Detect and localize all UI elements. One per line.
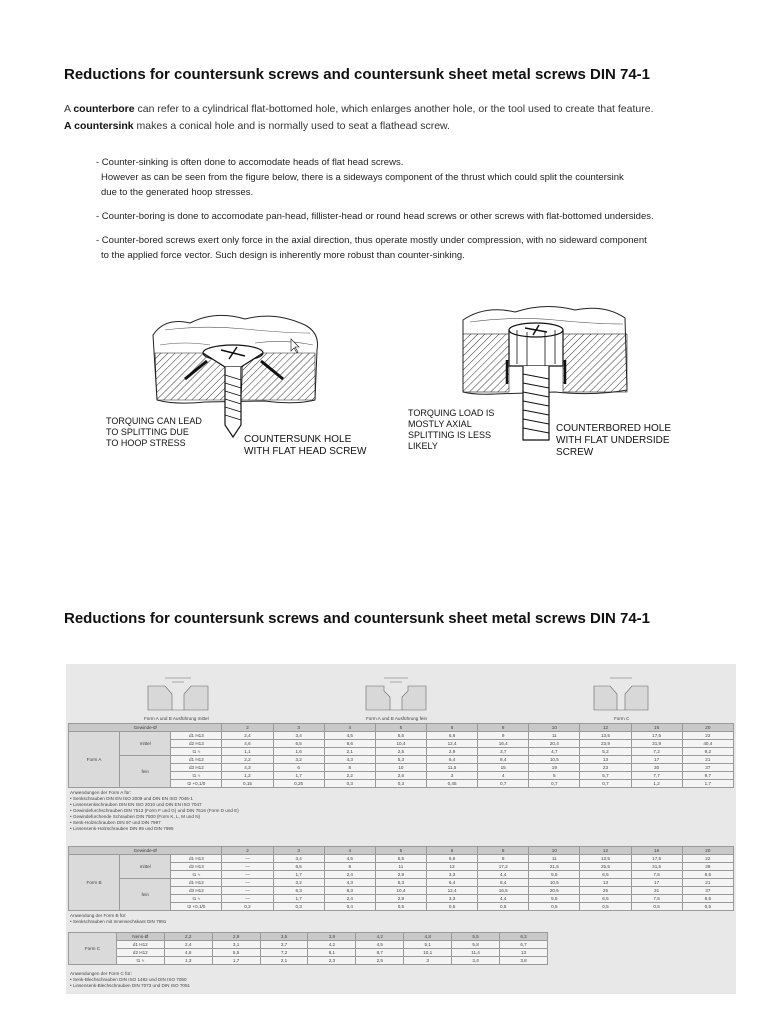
table-cell: d3 H12 [171,887,222,895]
table-cell: 6,5 [273,863,324,871]
table-cell: 10,5 [529,756,580,764]
table-cell: Form A [69,732,120,788]
table-cell: 16,4 [478,740,529,748]
table-cell: 3,2 [273,879,324,887]
table-cell: 5,3 [375,756,426,764]
table-cell: 2,5 [375,748,426,756]
bullet-countersinking [96,155,716,200]
table-cell: mittel [120,855,171,879]
table-cell: t2 +0,1/0 [171,903,222,911]
table-cell: 10,4 [375,887,426,895]
table-cell: 31,9 [631,740,682,748]
bullet-line: - Counter-sinking is often done to accomodate heads of flat head screws. [96,157,404,168]
table-cell: 6,6 [426,855,477,863]
table-cell: 17,5 [631,732,682,740]
table-cell: 0,15 [222,780,273,788]
table-cell: 25,5 [580,863,631,871]
table-cell: mittel [120,732,171,756]
note-line: • Senkschrauben mit Innensechskant DIN 7991 [70,919,167,924]
table-cell: 11,4 [452,949,500,957]
table-cell: 2,6 [375,772,426,780]
table-cell: 2,1 [324,748,375,756]
table-cell: 3,7 [478,748,529,756]
table-cell: t1 ≈ [171,748,222,756]
table-cell: — [222,879,273,887]
table-cell: 13 [580,879,631,887]
table-cell: 1,7 [682,780,733,788]
table-cell: 6,3 [273,887,324,895]
table-cell: 1,2 [631,780,682,788]
table-cell: 0,5 [631,903,682,911]
table-cell: d1 H12 [171,756,222,764]
bullet-list [96,155,716,272]
table-cell: 15 [478,764,529,772]
table-cell: 7,5 [631,871,682,879]
bullet-line: - Counter-boring is done to accomodate pan-head, fillister-head or round head screws or other screws with flat-bottomed undersides. [96,211,654,222]
bullet-line: - Counter-bored screws exert only force in the axial direction, thus operate mostly under compression, with no sideward component [96,235,647,246]
table-cell: 9,7 [682,772,733,780]
table-cell: 20,5 [529,887,580,895]
table-cell: 10 [375,764,426,772]
table-cell: 23,9 [580,740,631,748]
table-cell: 7,2 [631,748,682,756]
note-line: • Senk-Blechschrauben DIN ISO 1482 und DIN ISO 7050 [70,977,187,982]
table-cell: 37 [682,764,733,772]
table-cell: 13 [580,756,631,764]
table-cell: 3 [426,772,477,780]
table-cell: 31 [631,887,682,895]
table-cell: 3 [404,957,452,965]
table-cell: 8,4 [478,756,529,764]
table-cell: — [222,871,273,879]
table-cell: 6 [273,764,324,772]
table-cell: 2,5 [356,957,404,965]
table-cell: 17,5 [631,855,682,863]
table-cell: 8,1 [308,949,356,957]
table-cell: t2 +0,1/0 [171,780,222,788]
note-line: • Gewindefurchschrauben DIN 7513 (Form F und G) und DIN 7516 (Form D und E) [70,808,239,813]
table-cell: 1,7 [273,772,324,780]
table-cell: 2,1 [260,957,308,965]
table-cell: 0,5 [580,903,631,911]
form-c-table [68,932,548,965]
table-cell: 4 [478,772,529,780]
table-header-row [69,724,734,732]
note-line: • Linsensenk-Holzschrauben DIN 95 und DIN 7995 [70,826,174,831]
header-cell: 2 [222,847,273,855]
table-cell: 7,5 [631,895,682,903]
table-cell: 10,4 [375,740,426,748]
table-cell: Form C [69,933,117,965]
table-cell: 17 [631,756,682,764]
note-line: • Gewindefurchende Schrauben DIN 7500 (Form K, L, M und N) [70,814,201,819]
table-cell: 8,3 [324,887,375,895]
table-cell: 5,5 [529,871,580,879]
table-cell: 0,7 [580,780,631,788]
left-figure-caption-countersunk-hole: COUNTERSUNK HOLE WITH FLAT HEAD SCREW [244,434,367,457]
table-cell: 4,3 [324,879,375,887]
table-row [69,933,548,941]
table-cell: 19 [529,764,580,772]
note-line: Anwendungen der Form C für: [70,971,132,976]
table-cell: 5 [529,772,580,780]
table-cell: 21,5 [529,863,580,871]
table-cell: 5,3 [375,879,426,887]
table-cell: 8 [324,764,375,772]
table-cell: 2,9 [375,871,426,879]
table-cell: 25 [580,887,631,895]
form-b-notes [70,913,166,925]
header-cell: 20 [682,847,733,855]
table-cell: 4,6 [164,949,212,957]
table-cell: 9 [324,863,375,871]
header-cell: 3 [273,847,324,855]
bullet-line: due to the generated hoop stresses. [101,187,254,198]
table-cell: 7,2 [260,949,308,957]
header-cell: 20 [682,724,733,732]
header-cell: 16 [631,847,682,855]
table-cell: 8,6 [324,740,375,748]
table-cell: 37 [682,887,733,895]
table-cell: 6,6 [426,732,477,740]
table-cell: 5,1 [404,941,452,949]
header-cell: 16 [631,724,682,732]
form-b-label: Form A und B Ausführung fein [366,716,428,721]
table-cell: 4,7 [529,748,580,756]
table-cell: 5,5 [452,933,500,941]
intro-line2-rest: makes a conical hole and is normally used to seat a flathead screw. [133,120,450,132]
table-cell: 4,2 [356,933,404,941]
table-cell: 0,25 [273,780,324,788]
table-cell: 3,4 [452,957,500,965]
table-cell: 0,5 [682,903,733,911]
table-cell: 0,5 [375,903,426,911]
table-cell: 1,2 [222,772,273,780]
table-cell: 2,3 [308,957,356,965]
table-cell: 2,4 [324,871,375,879]
table-cell: 10,1 [404,949,452,957]
table-cell: 3,1 [212,941,260,949]
table-cell: 3,2 [273,756,324,764]
header-cell: 12 [580,724,631,732]
table-cell: d3 H12 [171,764,222,772]
table-cell: — [222,895,273,903]
table-cell: 4,5 [356,941,404,949]
table-cell: d1 H13 [171,855,222,863]
table-cell: 1,6 [273,748,324,756]
table-cell: 4,4 [478,895,529,903]
table-cell: 6,5 [273,740,324,748]
table-cell: 13,5 [580,855,631,863]
table-cell: 2,4 [324,895,375,903]
form-c-diagram [594,678,648,710]
table-cell: 1,3 [164,957,212,965]
table-cell: 2,9 [426,748,477,756]
form-a-table [68,723,734,788]
note-line: • Linsensenk-Blechschrauben DIN 7073 und DIN ISO 7051 [70,983,191,988]
table-cell: 0,4 [324,903,375,911]
table-cell: 17 [631,879,682,887]
table-cell: 21 [682,879,733,887]
table-cell: t1 ≈ [171,895,222,903]
table-cell: 40,4 [682,740,733,748]
table-cell: 13 [500,949,548,957]
table-cell: 0,3 [273,903,324,911]
bullet-line: However as can be seen from the figure below, there is a sideways component of the thrust which could split the countersink [101,172,624,183]
table-cell: 9 [478,732,529,740]
bullet-counterboring [96,209,716,224]
table-cell: 10,5 [529,879,580,887]
table-cell: 1,7 [212,957,260,965]
table-cell: 6,5 [580,871,631,879]
table-cell: 3,4 [273,855,324,863]
table-cell: d2 H13 [171,740,222,748]
table-cell: 2,9 [375,895,426,903]
form-diagrams [66,664,736,724]
form-b-diagram [366,678,426,710]
table-row [69,941,548,949]
header-cell: 3 [273,724,324,732]
form-c-notes [70,971,190,989]
table-cell: 3,7 [260,941,308,949]
table-cell: 23 [580,764,631,772]
table-cell: 4,3 [222,764,273,772]
note-line: Anwendungen der Form A für: [70,790,132,795]
table-cell: d2 H12 [116,949,164,957]
table-cell: 4,8 [404,933,452,941]
form-a-label: Form A und B Ausführung mittel [144,716,209,721]
table-cell: 4,5 [324,855,375,863]
table-cell: 5,8 [452,941,500,949]
table-cell: 22 [682,855,733,863]
table-cell: 2,2 [164,933,212,941]
intro-text [64,101,724,135]
table-cell: 5,5 [529,895,580,903]
table-cell: 5,5 [212,949,260,957]
table-cell: 11 [529,855,580,863]
header-cell: 6 [426,724,477,732]
table-cell: 11 [375,863,426,871]
table-cell: 4,3 [324,756,375,764]
right-figure-caption-counterbored-hole: COUNTERBORED HOLE WITH FLAT UNDERSIDE SCREW [556,423,672,458]
table-cell: 4,2 [308,941,356,949]
note-line: • Senk-Holzschrauben DIN 97 und DIN 7997 [70,820,161,825]
note-line: Anwendung der Form B für: [70,913,127,918]
table-cell: 1,7 [273,895,324,903]
page-title: Reductions for countersunk screws and countersunk sheet metal screws DIN 74-1 [64,66,651,83]
header-cell: 6 [426,847,477,855]
table-cell: 2,9 [212,933,260,941]
table-cell: 0,5 [478,903,529,911]
table-row [69,732,734,740]
table-cell: 2,4 [222,732,273,740]
table-cell: 0,2 [222,903,273,911]
table-cell: 3,4 [273,732,324,740]
table-cell: d1 H13 [171,732,222,740]
table-cell: 1,1 [222,748,273,756]
table-cell: 13 [426,863,477,871]
bullet-counterbored-force [96,233,716,263]
table-cell: 7,7 [631,772,682,780]
header-cell: 8 [478,724,529,732]
table-cell: 21 [682,756,733,764]
table-cell: 3,9 [308,933,356,941]
note-line: • Senkschrauben DIN EN ISO 2009 und DIN EN ISO 7046-1 [70,796,193,801]
table-cell: — [222,855,273,863]
table-cell: 3,5 [260,933,308,941]
form-b-table [68,846,734,911]
section-title: Reductions for countersunk screws and countersunk sheet metal screws DIN 74-1 [64,610,651,627]
intro-line1-rest: can refer to a cylindrical flat-bottomed hole, which enlarges another hole, or the tool used to create that feature. [134,103,654,115]
note-line: • Linsensenkschrauben DIN EN ISO 2010 und DIN EN ISO 7047 [70,802,202,807]
table-cell: 16,5 [478,887,529,895]
table-row [69,949,548,957]
header-cell: Gewinde-Ø [69,724,222,732]
table-cell: 4,5 [324,732,375,740]
table-cell: 0,5 [529,903,580,911]
table-cell: 6,4 [426,879,477,887]
form-a-notes [70,790,239,832]
table-cell: t1 ≈ [171,772,222,780]
table-cell: 6,4 [426,756,477,764]
left-figure-caption-hoop-stress: TORQUING CAN LEAD TO SPLITTING DUE TO HOOP STRESS [106,416,202,448]
header-cell: 4 [324,724,375,732]
table-cell: 22 [682,732,733,740]
table-cell: 1,7 [273,871,324,879]
table-cell: 2,2 [222,756,273,764]
table-cell: 4,4 [478,871,529,879]
table-cell: d2 H13 [171,863,222,871]
table-cell: 2,2 [324,772,375,780]
table-cell: 0,3 [324,780,375,788]
table-cell: fein [120,879,171,911]
table-cell: 0,7 [529,780,580,788]
table-cell: d1 H12 [116,941,164,949]
table-cell: t1 ≈ [116,957,164,965]
header-cell: 12 [580,847,631,855]
table-cell: 0,7 [478,780,529,788]
right-figure-caption-axial-load: TORQUING LOAD IS MOSTLY AXIAL SPLITTING IS LESS LIKELY [408,408,495,451]
table-cell: Nenn-Ø [116,933,164,941]
table-row [69,756,734,764]
table-cell: — [222,887,273,895]
table-cell: 5,2 [580,748,631,756]
table-cell: 5,5 [375,855,426,863]
header-cell: Gewinde-Ø [69,847,222,855]
table-cell: 38 [682,863,733,871]
table-cell: 6,3 [500,933,548,941]
table-cell: d1 H12 [171,879,222,887]
table-row [69,957,548,965]
table-cell: Form B [69,855,120,911]
table-cell: 0,3 [375,780,426,788]
table-cell: 8,4 [478,879,529,887]
table-cell: 6,5 [580,895,631,903]
table-cell: 5,7 [580,772,631,780]
table-cell: 6,7 [500,941,548,949]
header-cell: 8 [478,847,529,855]
table-cell: 31,5 [631,863,682,871]
table-cell: 12,4 [426,740,477,748]
table-cell: 4,6 [222,740,273,748]
din-74-tables-image [66,664,736,994]
table-cell: 20,4 [529,740,580,748]
table-cell: — [222,863,273,871]
table-cell: 5,5 [375,732,426,740]
table-cell: 0,5 [426,903,477,911]
table-cell: 17,2 [478,863,529,871]
table-header-row [69,847,734,855]
table-cell: 8,5 [682,895,733,903]
table-cell: 30 [631,764,682,772]
header-cell: 5 [375,724,426,732]
counterbore-term: counterbore [73,103,135,115]
header-cell: 10 [529,847,580,855]
header-cell: 5 [375,847,426,855]
table-row [69,855,734,863]
table-cell: 2,4 [164,941,212,949]
bullet-line: to the applied force vector. Such design is inherently more robust than counter-sinking. [101,250,465,261]
table-cell: 8,7 [356,949,404,957]
header-cell: 10 [529,724,580,732]
intro-line1-start: A [64,103,74,115]
form-a-diagram [148,678,208,710]
header-cell: 2 [222,724,273,732]
table-cell: 8,5 [682,871,733,879]
countersink-term: A countersink [64,120,134,132]
table-cell: 11 [529,732,580,740]
header-cell: 4 [324,847,375,855]
table-cell: 3,3 [426,895,477,903]
form-c-label: Form C [614,716,630,721]
table-cell: 11,5 [426,764,477,772]
table-cell: 9,2 [682,748,733,756]
table-cell: fein [120,756,171,788]
table-cell: 0,45 [426,780,477,788]
table-cell: 3,8 [500,957,548,965]
table-cell: 13,5 [580,732,631,740]
table-row [69,879,734,887]
table-cell: 3,3 [426,871,477,879]
table-cell: 9 [478,855,529,863]
table-cell: t1 ≈ [171,871,222,879]
table-cell: 12,4 [426,887,477,895]
